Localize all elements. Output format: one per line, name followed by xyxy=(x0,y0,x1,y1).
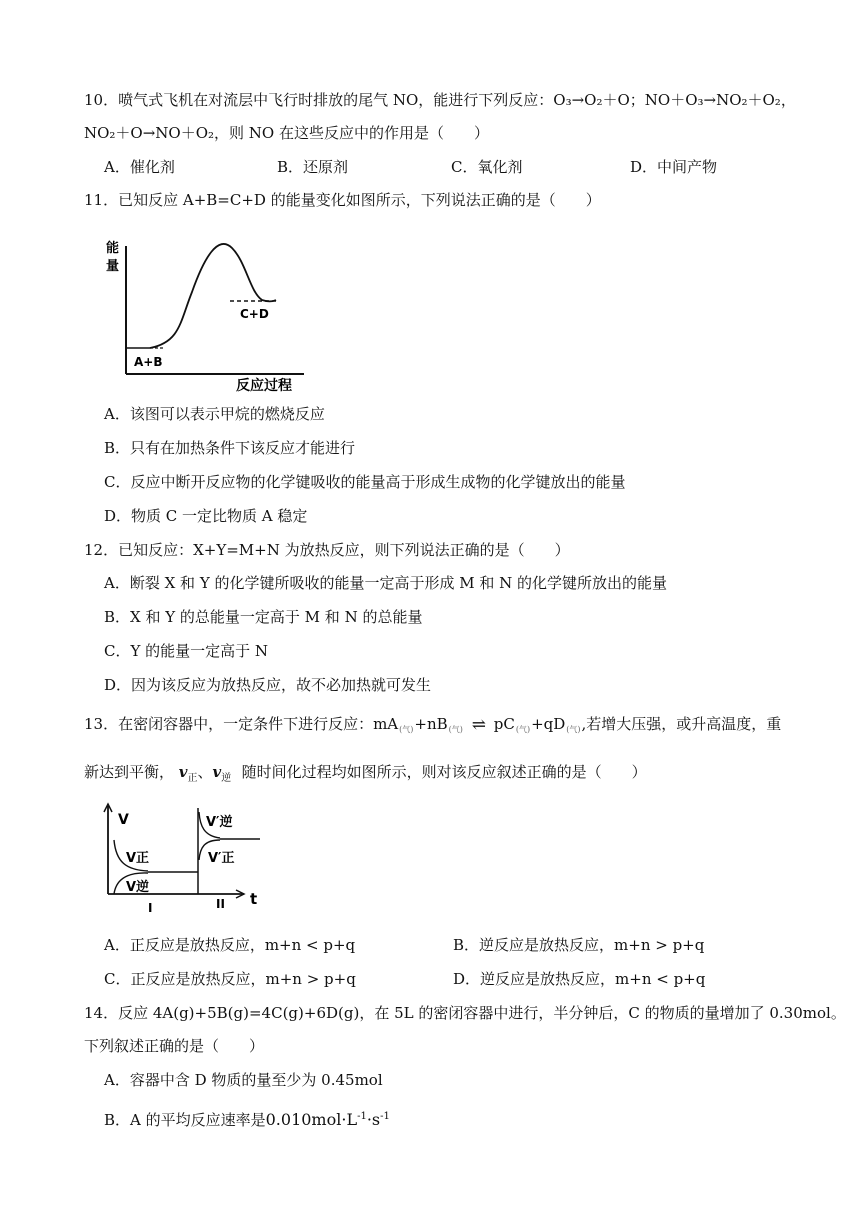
x-axis-label: 反应过程 xyxy=(236,378,292,394)
q13-stem-part-b: +nB xyxy=(414,715,448,733)
q13-stem-line2 xyxy=(84,762,647,782)
q13-stem-part-d: +qD xyxy=(531,715,566,733)
q10-stem-line2: NO₂＋O→NO＋O₂，则 NO 在这些反应中的作用是（ ） xyxy=(84,124,489,142)
rate-exp-2: -1 xyxy=(380,1111,390,1122)
q13-option-b: B．逆反应是放热反应，m+n > p+q xyxy=(453,936,705,954)
rate-mid: ·s xyxy=(366,1110,381,1129)
v-forward-label: V正 xyxy=(126,851,150,866)
q13-option-c: C．正反应是放热反应，m+n > p+q xyxy=(104,970,356,988)
q14-stem-line1: 14．反应 4A(g)+5B(g)=4C(g)+6D(g)，在 5L 的密闭容器中进行，半分钟后，C 的物质的量增加了 0.30mol。 xyxy=(84,1004,846,1022)
q13-option-d: D．逆反应是放热反应，m+n < p+q xyxy=(453,970,706,988)
q14-option-a: A．容器中含 D 物质的量至少为 0.45mol xyxy=(104,1071,383,1089)
q10-option-c: C．氧化剂 xyxy=(451,158,523,176)
q12-stem: 12．已知反应：X+Y=M+N 为放热反应，则下列说法正确的是（ ） xyxy=(84,541,570,559)
energy-diagram xyxy=(100,222,320,394)
q11-option-c: C．反应中断开反应物的化学键吸收的能量高于形成生成物的化学键放出的能量 xyxy=(104,473,626,491)
stage-2-label: II xyxy=(216,897,225,911)
q14-stem-line2: 下列叙述正确的是（ ） xyxy=(84,1037,265,1055)
v-reverse-prime-label: V′逆 xyxy=(206,815,233,830)
v-axis-label: V xyxy=(118,812,129,828)
v-reverse-label: V逆 xyxy=(126,880,150,895)
rate-exp-1: -1 xyxy=(357,1111,367,1122)
q10-option-d: D．中间产物 xyxy=(630,158,718,176)
rate-symbols: $v_正$、$v_逆$ xyxy=(178,763,232,784)
q14-option-b xyxy=(104,1110,390,1130)
state-b: (气) xyxy=(448,725,463,734)
q12-option-b: B．X 和 Y 的总能量一定高于 M 和 N 的总能量 xyxy=(104,608,423,626)
equilibrium-arrow-icon: ⇌ xyxy=(471,715,486,735)
q12-option-c: C．Y 的能量一定高于 N xyxy=(104,642,269,660)
q11-option-d: D．物质 C 一定比物质 A 稳定 xyxy=(104,507,308,525)
t-axis-label: t xyxy=(250,890,258,908)
q10-stem-line1: 10．喷气式飞机在对流层中飞行时排放的尾气 NO，能进行下列反应：O₃→O₂＋O；NO＋O₃→NO₂＋O₂， xyxy=(84,91,796,109)
energy-axis-label-1: 能 xyxy=(106,241,120,256)
state-c: (气) xyxy=(515,725,531,734)
state-d: (气) xyxy=(566,725,581,734)
v-reverse-prime-inline: v xyxy=(212,763,222,781)
q12-option-d: D．因为该反应为放热反应，故不必加热就可发生 xyxy=(104,676,432,694)
q13-line2-part-b: 随时间化过程均如图所示，则对该反应叙述正确的是（ ） xyxy=(241,763,647,781)
q11-option-a: A．该图可以表示甲烷的燃烧反应 xyxy=(104,405,325,423)
energy-curve xyxy=(150,244,276,348)
q10-option-a: A．催化剂 xyxy=(104,158,175,176)
rate-value: 0.010mol·L xyxy=(265,1110,358,1129)
q11-stem: 11．已知反应 A+B=C+D 的能量变化如图所示，下列说法正确的是（ ） xyxy=(84,191,601,209)
q13-option-a: A．正反应是放热反应，m+n < p+q xyxy=(104,936,356,954)
products-label: C+D xyxy=(240,307,269,321)
q13-line2-part-a: 新达到平衡， xyxy=(84,763,175,781)
q13-stem-line1 xyxy=(84,714,781,740)
v-forward-prime-inline: v xyxy=(178,763,188,781)
state-a: (气) xyxy=(399,725,414,734)
q13-stem-part-c: pC xyxy=(493,715,515,733)
q11-option-b: B．只有在加热条件下该反应才能进行 xyxy=(104,439,356,457)
q12-option-a: A．断裂 X 和 Y 的化学键所吸收的能量一定高于形成 M 和 N 的化学键所放出的能量 xyxy=(104,574,668,592)
q13-stem-part-a: 13．在密闭容器中，一定条件下进行反应：mA xyxy=(84,715,399,733)
rate-time-diagram xyxy=(100,800,270,916)
stage-1-label: I xyxy=(148,901,153,915)
energy-axis-label-2: 量 xyxy=(106,259,120,274)
q13-stem-part-e: ,若增大压强，或升高温度，重 xyxy=(581,715,782,733)
v-forward-prime-label: V′正 xyxy=(208,851,235,866)
q14-option-b-text: B．A 的平均反应速率是 xyxy=(104,1111,266,1129)
reactants-label: A+B xyxy=(134,355,163,369)
q10-option-b: B．还原剂 xyxy=(277,158,349,176)
